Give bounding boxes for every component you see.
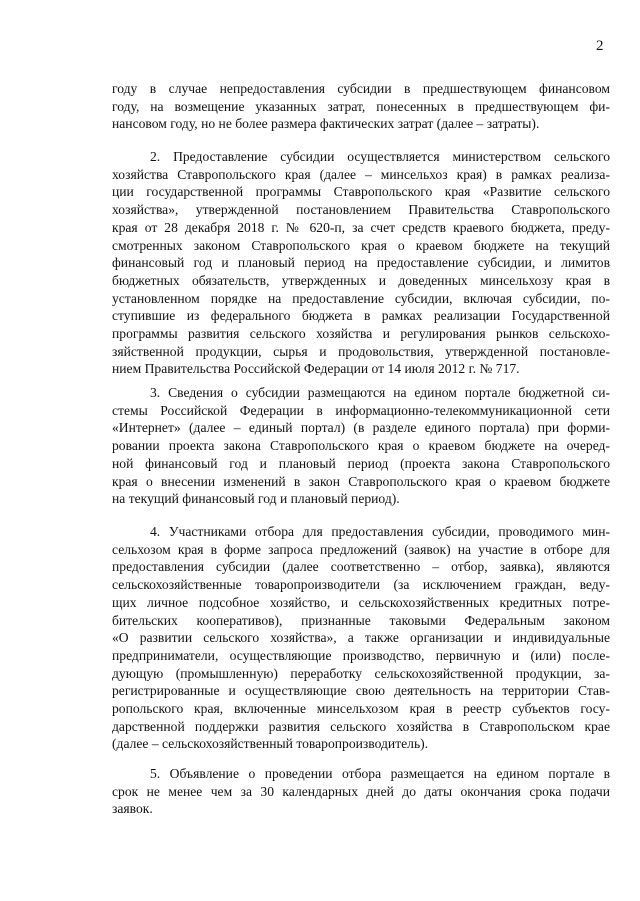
paragraph-line: программы развития сельского хозяйства и регулирования рынков сельскохо- xyxy=(112,326,610,342)
paragraph-line: на текущий финансовый год и плановый период). xyxy=(112,491,400,507)
paragraph-line: хозяйства Ставропольского края (далее – минсельхоз края) в рамках реализа- xyxy=(112,166,610,182)
paragraph-line: 5. Объявление о проведении отбора размещается на едином портале в xyxy=(150,766,610,781)
paragraph-line: регистрированные и осуществляющие свою деятельность на территории Став- xyxy=(112,683,610,699)
paragraph-line: смотренных законом Ставропольского края о краевом бюджете на текущий xyxy=(112,237,610,253)
paragraph-line: дарственной поддержки развития сельского хозяйства в Ставропольском крае xyxy=(112,718,610,734)
paragraph-line: заявок. xyxy=(112,801,153,817)
paragraph-line: бюджетных обязательств, утвержденных и доведенных минсельхозу края в xyxy=(112,272,610,288)
paragraph-line: ной финансовый год и плановый период (проекта закона Ставропольского xyxy=(112,455,610,471)
paragraph-5 xyxy=(112,765,610,818)
paragraph-2 xyxy=(112,148,610,378)
paragraph-line: предприниматели, осуществляющие производство, первичную и (или) после- xyxy=(112,647,610,663)
paragraph-line: ропольского края, включенные минсельхозом края в реестр субъектов госу- xyxy=(112,701,610,717)
paragraph-line: установленном порядке на предоставление субсидии, включая субсидии, по- xyxy=(112,290,610,306)
paragraph-line: нием Правительства Российской Федерации от 14 июля 2012 г. № 717. xyxy=(112,361,520,377)
paragraph-line: зяйственной продукции, сырья и продовольствия, утвержденной постановле- xyxy=(112,343,610,359)
paragraph-line: ступившие из федерального бюджета в рамках реализации Государственной xyxy=(112,308,610,324)
paragraph-line: срок не менее чем за 30 календарных дней до даты окончания срока подачи xyxy=(112,783,610,799)
paragraph-line: «О развитии сельского хозяйства», а также организации и индивидуальные xyxy=(112,630,610,646)
paragraph-line: дующую (промышленную) переработку сельскохозяйственной продукции, за- xyxy=(112,665,610,681)
paragraph-line: щих личное подсобное хозяйство, и сельскохозяйственных кредитных потре- xyxy=(112,594,610,610)
paragraph-line: 3. Сведения о субсидии размещаются на едином портале бюджетной си- xyxy=(150,385,610,400)
paragraph-line: (далее – сельскохозяйственный товаропроизводитель). xyxy=(112,736,429,752)
paragraph-line: края от 28 декабря 2018 г. № 620-п, за счет средств краевого бюджета, преду- xyxy=(112,219,610,235)
paragraph-line: году, на возмещение указанных затрат, понесенных в предшествующем фи- xyxy=(112,98,610,114)
paragraph-line: финансовый год и плановый период на предоставление субсидии, и лимитов xyxy=(112,255,610,271)
paragraph-line: ровании проекта закона Ставропольского края о краевом бюджете на очеред- xyxy=(112,438,610,454)
paragraph-line: стемы Российской Федерации в информационно-телекоммуникационной сети xyxy=(112,402,610,418)
paragraph-line: края о внесении изменений в закон Ставропольского края о краевом бюджете xyxy=(112,473,610,489)
paragraph-line: нансовом году, но не более размера фактических затрат (далее – затраты). xyxy=(112,116,540,132)
paragraph-line: ции государственной программы Ставропольского края «Развитие сельского xyxy=(112,184,610,200)
paragraph-line: сельхозом края в форме запроса предложений (заявок) на участие в отборе для xyxy=(112,541,610,557)
paragraph-line: бительских кооперативов), признанные таковыми Федеральным законом xyxy=(112,612,610,628)
paragraph-continuation xyxy=(112,80,610,133)
paragraph-line: сельскохозяйственные товаропроизводители (за исключением граждан, веду- xyxy=(112,577,610,593)
paragraph-line: хозяйства», утвержденной постановлением Правительства Ставропольского xyxy=(112,202,610,218)
paragraph-4 xyxy=(112,523,610,753)
paragraph-line: 2. Предоставление субсидии осуществляется министерством сельского xyxy=(150,149,610,164)
paragraph-line: предоставления субсидии (далее соответственно – отбор, заявка), являются xyxy=(112,559,610,575)
paragraph-line: «Интернет» (далее – единый портал) (в разделе единого портала) при форми- xyxy=(112,420,610,436)
paragraph-line: году в случае непредоставления субсидии в предшествующем финансовом xyxy=(112,81,610,96)
page-number: 2 xyxy=(596,38,604,54)
paragraph-line: 4. Участниками отбора для предоставления субсидии, проводимого мин- xyxy=(150,524,610,539)
paragraph-3 xyxy=(112,384,610,508)
